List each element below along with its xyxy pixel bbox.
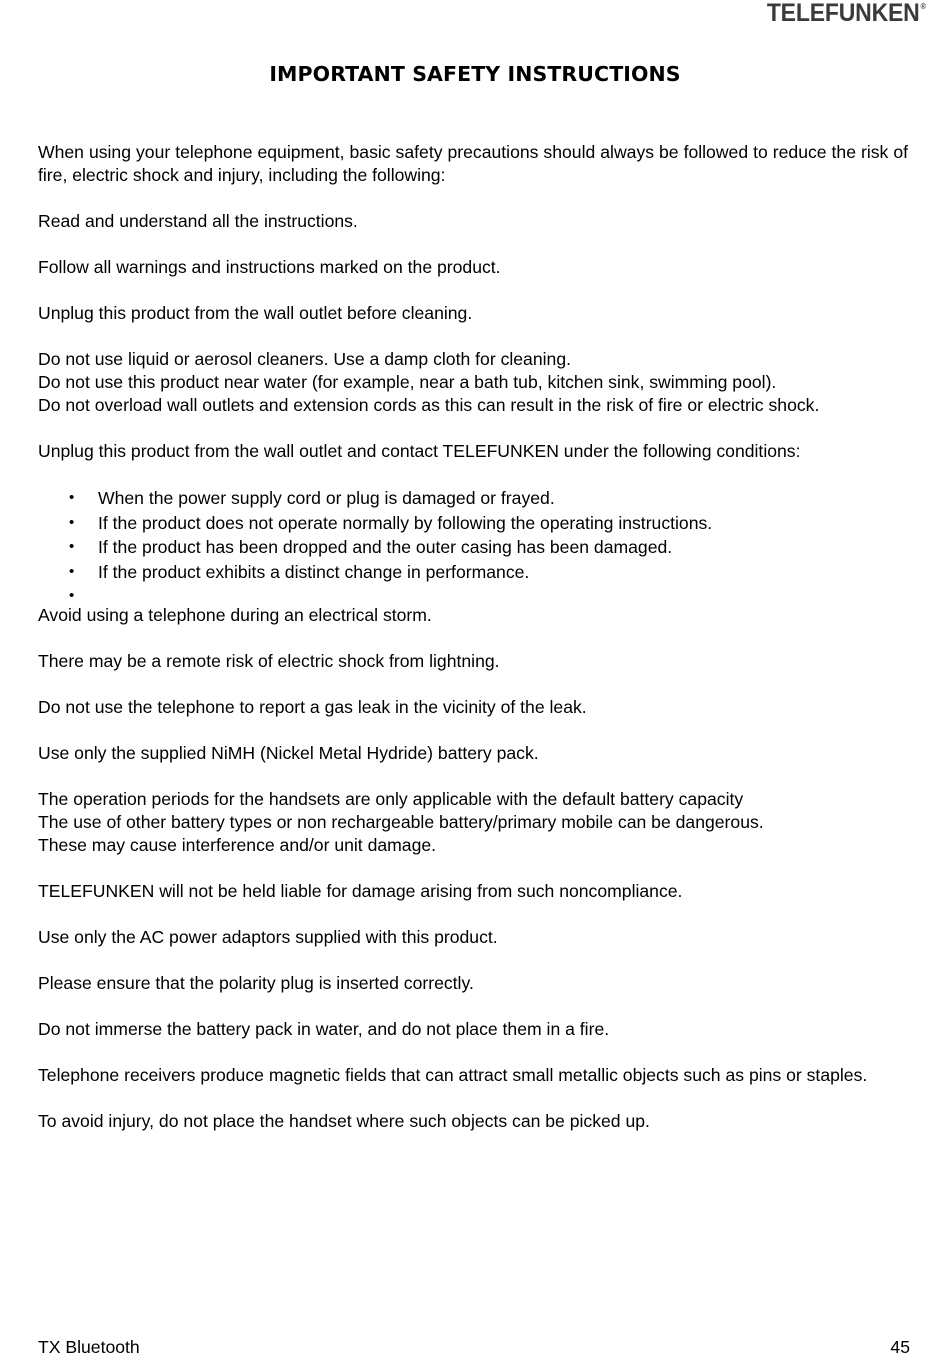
- footer-page-number: 45: [890, 1337, 910, 1357]
- instruction-warnings: Follow all warnings and instructions marked on the product.: [38, 257, 501, 277]
- page-title: IMPORTANT SAFETY INSTRUCTIONS: [269, 62, 681, 86]
- instruction-battery-types: The use of other battery types or non rechargeable battery/primary mobile can be dangerous.: [38, 812, 764, 832]
- instruction-contact: Unplug this product from the wall outlet and contact TELEFUNKEN under the following conditions:: [38, 441, 801, 461]
- instruction-read: Read and understand all the instructions.: [38, 211, 358, 231]
- list-item-text: If the product exhibits a distinct change in performance.: [98, 561, 530, 582]
- list-item: [38, 486, 908, 511]
- list-item-text: If the product has been dropped and the outer casing has been damaged.: [98, 537, 673, 557]
- instruction-gas-leak: Do not use the telephone to report a gas leak in the vicinity of the leak.: [38, 697, 587, 717]
- telefunken-logo: [767, 0, 926, 26]
- list-item: [38, 511, 908, 536]
- footer-product-name: TX Bluetooth: [38, 1337, 140, 1357]
- instruction-liability: TELEFUNKEN will not be held liable for damage arising from such noncompliance.: [38, 881, 683, 901]
- instruction-lightning: There may be a remote risk of electric shock from lightning.: [38, 651, 500, 671]
- bullet: •: [69, 513, 75, 531]
- instruction-unplug-cleaning: Unplug this product from the wall outlet before cleaning.: [38, 303, 473, 323]
- instruction-water: Do not use this product near water (for example, near a bath tub, kitchen sink, swimming pool).: [38, 372, 777, 392]
- instruction-polarity: Please ensure that the polarity plug is inserted correctly.: [38, 973, 474, 993]
- instruction-battery-pack: Use only the supplied NiMH (Nickel Metal Hydride) battery pack.: [38, 743, 539, 763]
- brand-name: TELEFUNKEN: [767, 0, 920, 27]
- instruction-operation-periods: The operation periods for the handsets are only applicable with the default battery capacity: [38, 789, 744, 809]
- list-item: [38, 584, 908, 604]
- instruction-ac-adaptor: Use only the AC power adaptors supplied with this product.: [38, 927, 498, 947]
- registered-mark: ®: [920, 2, 926, 11]
- instruction-cleaners: Do not use liquid or aerosol cleaners. Use a damp cloth for cleaning.: [38, 349, 571, 369]
- list-item: [38, 535, 908, 560]
- bullet: •: [69, 489, 75, 506]
- instruction-avoid-injury: To avoid injury, do not place the handset where such objects can be picked up.: [38, 1111, 650, 1131]
- list-item-text: When the power supply cord or plug is damaged or frayed.: [98, 488, 555, 508]
- instruction-magnetic: Telephone receivers produce magnetic fields that can attract small metallic objects such as pins or staples.: [38, 1065, 868, 1085]
- bullet: •: [69, 562, 75, 580]
- instruction-storm: Avoid using a telephone during an electrical storm.: [38, 605, 432, 625]
- instruction-immerse: Do not immerse the battery pack in water, and do not place them in a fire.: [38, 1019, 610, 1039]
- instruction-interference: These may cause interference and/or unit damage.: [38, 835, 437, 855]
- instruction-overload: Do not overload wall outlets and extension cords as this can result in the risk of fire or electric shock.: [38, 395, 820, 415]
- bullet: •: [69, 587, 75, 604]
- list-item-text: If the product does not operate normally by following the operating instructions.: [98, 512, 713, 533]
- bullet: •: [69, 538, 75, 555]
- intro-paragraph: When using your telephone equipment, basic safety precautions should always be followed to reduce the risk of fire, electric shock and injury, including the following:: [38, 142, 908, 185]
- conditions-list: [38, 486, 908, 604]
- list-item: [38, 560, 908, 585]
- document-body: [38, 141, 908, 1133]
